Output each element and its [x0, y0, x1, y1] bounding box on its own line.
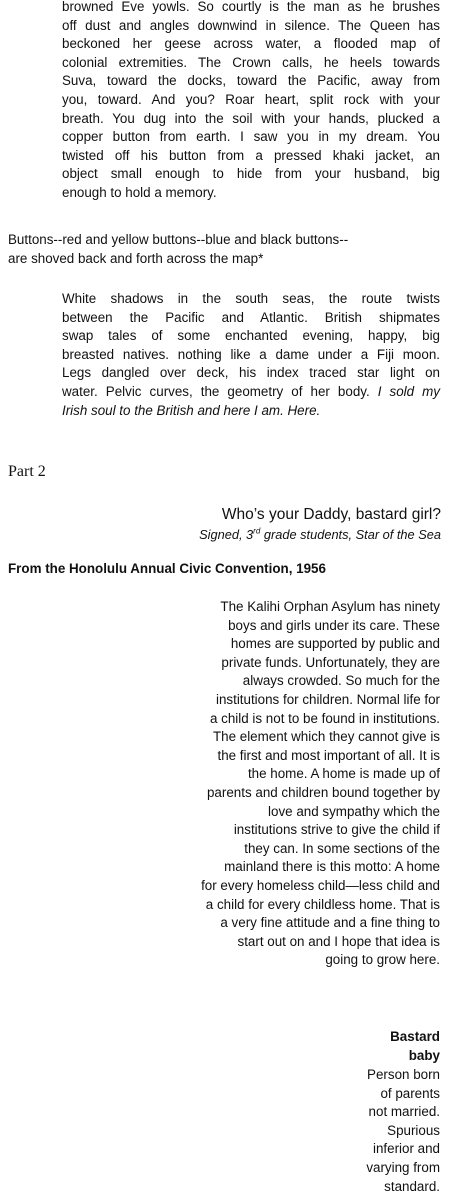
- buttons-line: Buttons--red and yellow buttons--blue and black buttons--: [8, 232, 349, 247]
- definition-body: [320, 1066, 440, 1196]
- poem-line: Legs dangled over deck, his index traced star light on: [62, 365, 440, 381]
- definition-line: varying from: [366, 1159, 440, 1175]
- definition-line: Person born: [367, 1067, 440, 1082]
- convention-line: for every homeless child—less child and: [201, 877, 440, 893]
- definition-line: not married.: [368, 1104, 440, 1120]
- convention-line: love and sympathy which the: [268, 803, 440, 819]
- convention-line: private funds. Unfortunately, they are: [221, 654, 440, 670]
- convention-line: start out on and I hope that idea is: [237, 933, 440, 949]
- epigraph-signed-sup: rd: [253, 526, 261, 536]
- poem-stanza-intro: [62, 0, 440, 203]
- convention-line: going to grow here.: [325, 952, 440, 968]
- poem-line: Suva, toward the docks, toward the Pacific, away from: [62, 73, 440, 89]
- poem-line: colonial extremities. The Crown calls, he heels towards: [62, 54, 440, 70]
- poem-line: beckoned her geese across water, a flooded map of: [62, 36, 440, 52]
- poem-line: copper button from earth. I saw you in my dream. You: [62, 129, 440, 145]
- definition-line: of parents: [380, 1085, 440, 1101]
- buttons-stanza: [8, 231, 438, 268]
- poem-line: off dust and angles downwind in silence. The Queen has: [62, 17, 440, 33]
- poem-line-text: water. Pelvic curves, the geometry of her body.: [62, 383, 370, 399]
- convention-line: the first and most important of all. It is: [217, 747, 440, 763]
- definition-line: standard.: [384, 1178, 440, 1194]
- definition-term-line: Bastard: [390, 1029, 440, 1044]
- convention-line: boys and girls under its care. These: [228, 617, 440, 633]
- part-heading: Part 2: [8, 463, 46, 480]
- convention-line: institutions for children. Normal life for: [215, 691, 440, 707]
- definition-line: Spurious: [387, 1122, 440, 1138]
- convention-line: the home. A home is made up of: [247, 766, 440, 782]
- epigraph-signed-suffix: grade students, Star of the Sea: [260, 527, 441, 542]
- convention-line: institutions strive to give the child if: [233, 822, 440, 838]
- epigraph-signature: [199, 526, 441, 543]
- convention-line: homes are supported by public and: [230, 636, 440, 652]
- convention-line: a very fine attitude and a fine thing to: [220, 915, 440, 931]
- convention-line: they can. In some sections of the: [244, 840, 440, 856]
- poem-line: White shadows in the south seas, the route twists: [62, 291, 440, 306]
- convention-line: mainland there is this motto: A home: [224, 859, 440, 875]
- poem-line: object small enough to hide from your husband, big: [62, 166, 440, 182]
- poem-line: enough to hold a memory.: [62, 184, 217, 200]
- poem-line-italic: I sold my: [377, 383, 440, 399]
- convention-line: The element which they cannot give is: [212, 729, 440, 745]
- convention-line: parents and children bound together by: [206, 784, 440, 800]
- convention-line: a child for every childless home. That is: [205, 896, 440, 912]
- epigraph-quote: Who’s your Daddy, bastard girl?: [221, 506, 441, 523]
- poem-line: [62, 383, 440, 402]
- poem-line: breath. You dug into the soil with your hands, plucked a: [62, 110, 440, 126]
- poem-line: browned Eve yowls. So courtly is the man as he brushes: [62, 0, 440, 14]
- buttons-line: are shoved back and forth across the map*: [8, 250, 264, 266]
- poem-line: you, toward. And you? Roar heart, split rock with your: [62, 91, 440, 107]
- epigraph-signed-prefix: Signed, 3: [199, 527, 254, 542]
- convention-line: The Kalihi Orphan Asylum has ninety: [220, 599, 440, 614]
- poem-line: between the Pacific and Atlantic. British shipmates: [62, 309, 440, 325]
- section-heading: From the Honolulu Annual Civic Convention, 1956: [8, 561, 326, 576]
- poem-line: breasted natives. nothing like a dame under a Fiji moon.: [62, 346, 440, 362]
- convention-quote: [140, 598, 440, 970]
- poem-line: twisted off his button from a pressed khaki jacket, an: [62, 147, 440, 163]
- convention-line: a child is not to be found in institutions.: [209, 710, 440, 726]
- poem-line: swap tales of some enchanted evening, happy, big: [62, 328, 440, 344]
- poem-stanza-shadows: [62, 290, 440, 420]
- convention-line: always crowded. So much for the: [242, 673, 440, 689]
- definition-line: inferior and: [373, 1141, 440, 1157]
- definition-term: [320, 1028, 440, 1065]
- definition-term-line: baby: [408, 1047, 440, 1063]
- poem-line-italic: Irish soul to the British and here I am. Here.: [62, 402, 321, 418]
